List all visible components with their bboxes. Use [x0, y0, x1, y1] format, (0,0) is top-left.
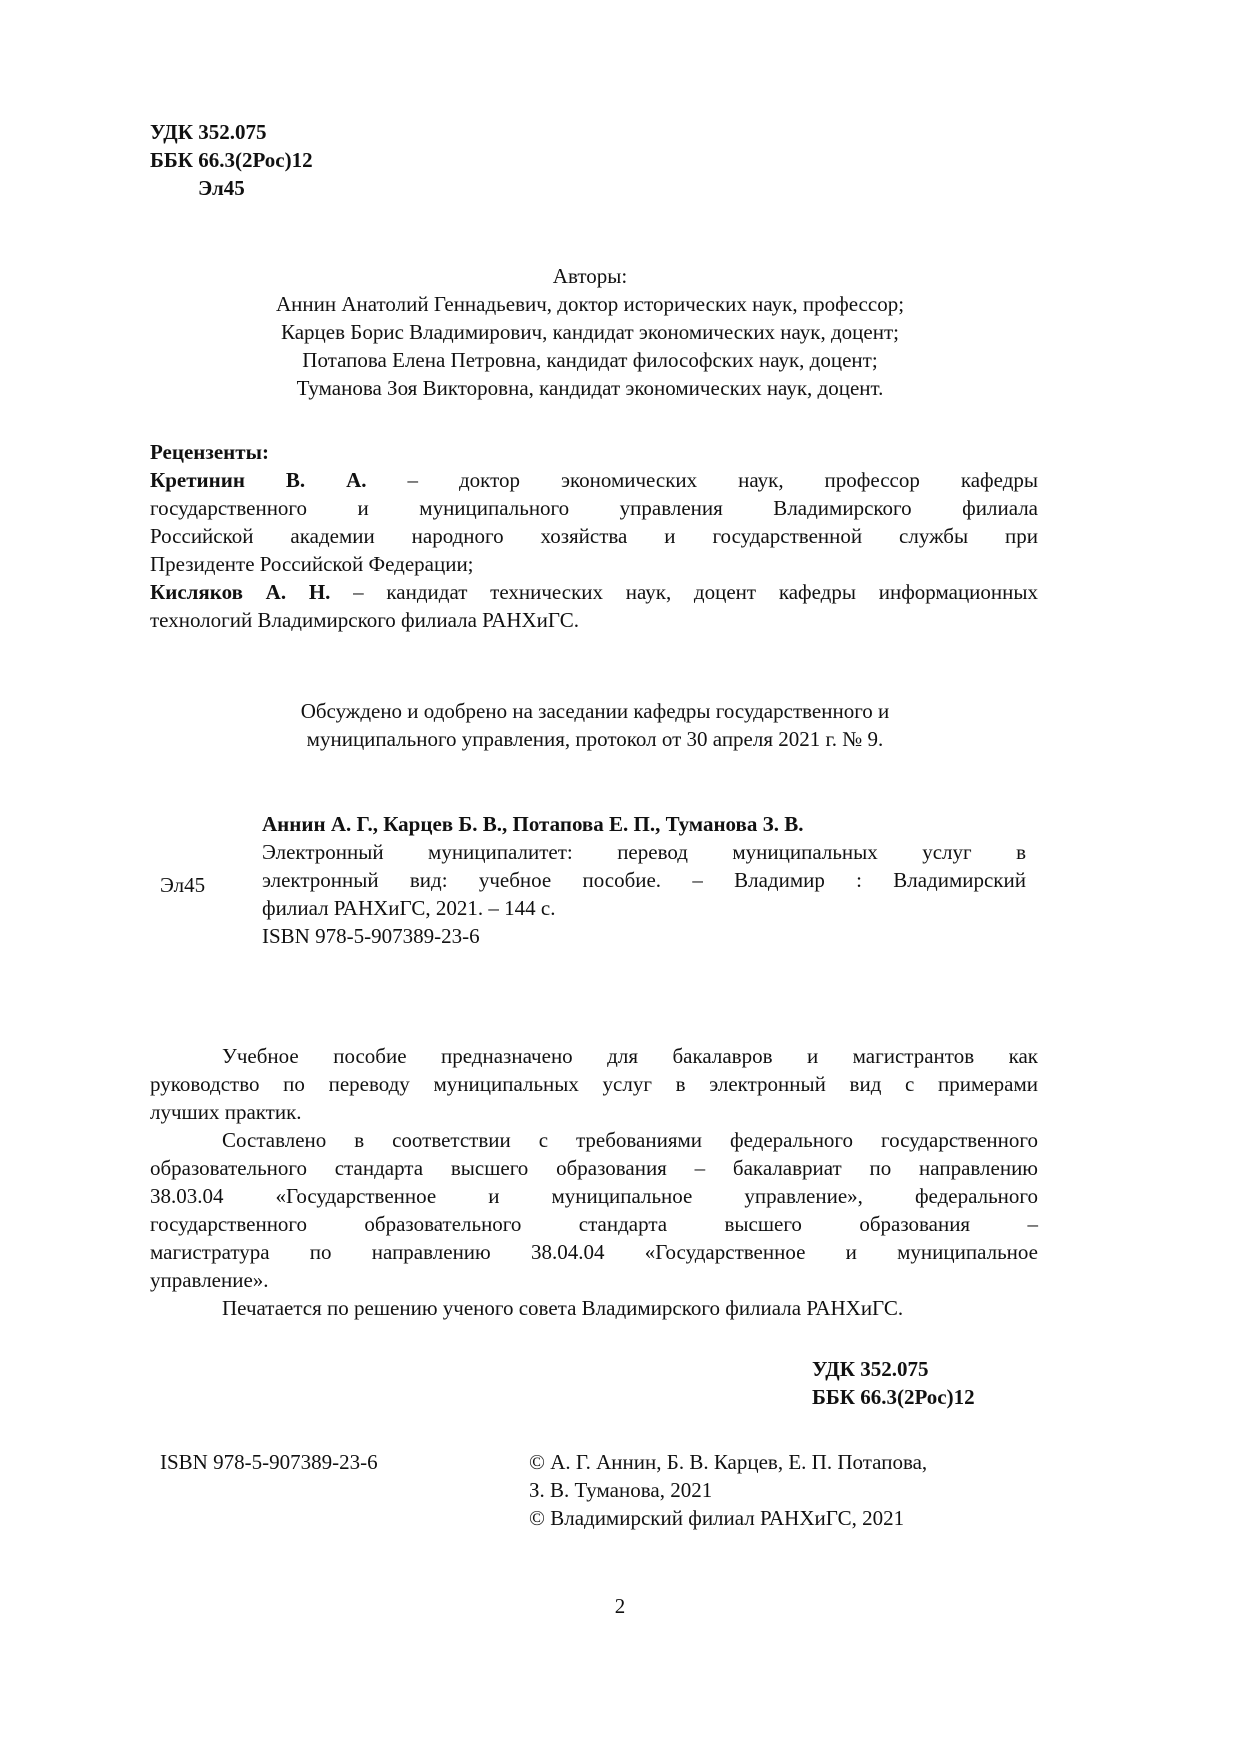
author-item: Туманова Зоя Викторовна, кандидат экономических наук, доцент.	[296, 376, 884, 400]
bib-mark: Эл45	[160, 873, 206, 897]
annotation-line: Печатается по решению ученого совета Владимирского филиала РАНХиГС.	[222, 1296, 904, 1320]
reviewer-1-line: Российской академии народного хозяйства и государственной службы при	[150, 524, 1038, 548]
annotation-line: лучших практик.	[150, 1100, 302, 1124]
bibliographic-record	[262, 810, 1026, 950]
approval-note	[140, 697, 1050, 753]
annotation-section	[150, 1042, 1038, 1322]
author-mark: Эл45	[198, 176, 245, 200]
annotation-line: образовательного стандарта высшего образования – бакалавриат по направлению	[150, 1156, 1038, 1180]
copyright-line: © Владимирский филиал РАНХиГС, 2021	[529, 1506, 905, 1530]
header-codes	[150, 118, 313, 202]
annotation-line: магистратура по направлению 38.04.04 «Государственное и муниципальное	[150, 1240, 1038, 1264]
annotation-line: государственного образовательного стандарта высшего образования –	[150, 1212, 1038, 1236]
annotation-line: Учебное пособие предназначено для бакалавров и магистрантов как	[222, 1044, 1038, 1068]
reviewers-section	[150, 438, 1038, 634]
footer-isbn: ISBN 978-5-907389-23-6	[160, 1450, 378, 1474]
author-item: Аннин Анатолий Геннадьевич, доктор исторических наук, профессор;	[275, 292, 905, 316]
copyright-line: З. В. Туманова, 2021	[529, 1478, 713, 1502]
bib-isbn: ISBN 978-5-907389-23-6	[262, 924, 480, 948]
authors-title: Авторы:	[552, 264, 628, 288]
author-item: Карцев Борис Владимирович, кандидат экономических наук, доцент;	[281, 320, 899, 344]
author-item: Потапова Елена Петровна, кандидат философских наук, доцент;	[302, 348, 878, 372]
bib-title-line: филиал РАНХиГС, 2021. – 144 с.	[262, 896, 556, 920]
footer-codes	[812, 1355, 975, 1411]
reviewer-2-name: Кисляков А. Н.	[150, 580, 331, 604]
footer-udk-code: УДК 352.075	[812, 1357, 929, 1381]
footer-bbk-code: ББК 66.3(2Рос)12	[812, 1385, 975, 1409]
approval-line: Обсуждено и одобрено на заседании кафедры государственного и	[300, 699, 890, 723]
udk-code: УДК 352.075	[150, 120, 267, 144]
reviewer-1-line: государственного и муниципального управления Владимирского филиала	[150, 496, 1038, 520]
annotation-line: Составлено в соответствии с требованиями федерального государственного	[222, 1128, 1038, 1152]
annotation-line: руководство по переводу муниципальных услуг в электронный вид с примерами	[150, 1072, 1038, 1096]
bbk-code: ББК 66.3(2Рос)12	[150, 148, 313, 172]
reviewer-2-line: технологий Владимирского филиала РАНХиГС.	[150, 608, 580, 632]
reviewer-1-name: Кретинин В. А.	[150, 468, 367, 492]
approval-line: муниципального управления, протокол от 30 апреля 2021 г. № 9.	[306, 727, 884, 751]
reviewer-1-line: Президенте Российской Федерации;	[150, 552, 474, 576]
annotation-line: 38.03.04 «Государственное и муниципальное управление», федерального	[150, 1184, 1038, 1208]
copyright-line: © А. Г. Аннин, Б. В. Карцев, Е. П. Потапова,	[529, 1450, 928, 1474]
bib-title-line: электронный вид: учебное пособие. – Владимир : Владимирский	[262, 868, 1026, 892]
reviewer-1-line: Кретинин В. А. – доктор экономических наук, профессор кафедры	[150, 468, 1038, 492]
copyright-block	[529, 1448, 927, 1532]
bib-authors: Аннин А. Г., Карцев Б. В., Потапова Е. П., Туманова З. В.	[262, 812, 804, 836]
bib-title-line: Электронный муниципалитет: перевод муниципальных услуг в	[262, 840, 1026, 864]
authors-section	[120, 262, 1060, 402]
page-number: 2	[614, 1594, 626, 1618]
reviewer-2-line: Кисляков А. Н. – кандидат технических наук, доцент кафедры информационных	[150, 580, 1039, 604]
annotation-line: управление».	[150, 1268, 269, 1292]
reviewers-title: Рецензенты:	[150, 440, 269, 464]
